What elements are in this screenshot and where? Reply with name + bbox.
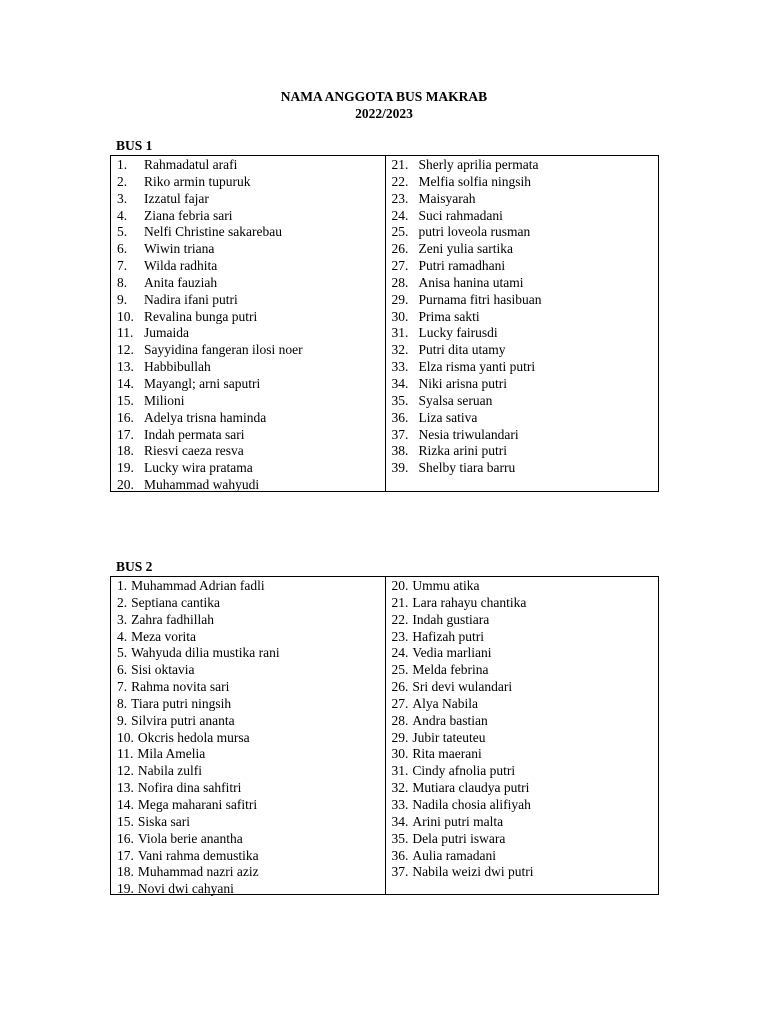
bus-2-left-column	[111, 577, 385, 897]
list-item	[111, 578, 385, 595]
list-item-number: 18.	[117, 864, 134, 880]
list-item-name: Mila Amelia	[137, 746, 206, 762]
list-item-number: 17.	[117, 847, 134, 863]
list-item-number: 6.	[117, 662, 128, 678]
list-item-name: Prima sakti	[418, 308, 480, 324]
list-item-name: Anita fauziah	[144, 274, 218, 290]
list-item	[386, 763, 659, 780]
list-item-name: Wahyuda dilia mustika rani	[131, 645, 280, 661]
list-item-name: Putri dita utamy	[418, 342, 506, 358]
list-item-number: 15.	[117, 813, 134, 829]
list-item-name: Revalina bunga putri	[144, 308, 258, 324]
list-item	[386, 393, 659, 410]
list-item	[111, 629, 385, 646]
list-item	[386, 595, 659, 612]
list-item	[386, 157, 659, 174]
list-item-number: 35.	[391, 830, 409, 846]
list-item	[111, 427, 385, 444]
list-item-name: Riesvi caeza resva	[144, 443, 244, 459]
list-item	[386, 848, 659, 865]
list-item-name: Rahma novita sari	[131, 679, 230, 695]
list-item-number: 25.	[391, 224, 409, 240]
list-item	[111, 763, 385, 780]
list-item-number: 11.	[117, 325, 134, 341]
list-item-number: 6.	[117, 241, 128, 257]
list-item	[111, 460, 385, 477]
list-item-number: 3.	[117, 190, 128, 206]
list-item	[386, 814, 659, 831]
list-item-name: Cindy afnolia putri	[412, 763, 516, 779]
list-item-name: Meza vorita	[131, 628, 196, 644]
list-item	[111, 443, 385, 460]
list-item	[386, 831, 659, 848]
list-item-number: 28.	[391, 274, 409, 290]
list-item	[111, 191, 385, 208]
list-item-number: 1.	[117, 578, 128, 593]
list-item	[386, 342, 659, 359]
list-item-number: 2.	[117, 594, 128, 610]
bus-1-label: BUS 1	[116, 138, 153, 153]
list-item	[386, 780, 659, 797]
list-item-number: 32.	[391, 780, 409, 796]
list-item	[111, 814, 385, 831]
list-item	[386, 241, 659, 258]
list-item-name: Liza sativa	[418, 409, 478, 425]
list-item	[386, 275, 659, 292]
list-item-number: 14.	[117, 796, 134, 812]
list-item-number: 24.	[391, 207, 409, 223]
list-item-number: 25.	[391, 662, 409, 678]
list-item	[386, 578, 659, 595]
list-item	[111, 662, 385, 679]
list-item-name: Nelfi Christine sakarebau	[144, 224, 282, 240]
list-item-name: Putri ramadhani	[418, 258, 506, 274]
list-item-name: Indah gustiara	[412, 611, 490, 627]
list-item	[386, 376, 659, 393]
list-item-name: Wiwin triana	[144, 241, 215, 257]
list-item-name: Mayangl; arni saputri	[144, 375, 261, 391]
list-item-number: 27.	[391, 695, 409, 711]
list-item	[386, 679, 659, 696]
list-item	[111, 376, 385, 393]
list-item-number: 29.	[391, 291, 409, 307]
list-item	[386, 746, 659, 763]
list-item-number: 39.	[391, 460, 409, 476]
list-item-number: 14.	[117, 375, 134, 391]
list-item-name: Habbibullah	[144, 359, 211, 375]
bus-2-label: BUS 2	[116, 559, 153, 574]
list-item	[111, 258, 385, 275]
list-item	[111, 241, 385, 258]
list-item-name: Hafizah putri	[412, 628, 484, 644]
list-item	[386, 325, 659, 342]
list-item-number: 1.	[117, 157, 128, 172]
list-item	[386, 612, 659, 629]
list-item-number: 18.	[117, 443, 134, 459]
list-item-number: 19.	[117, 460, 134, 476]
list-item	[111, 713, 385, 730]
list-item-name: Sri devi wulandari	[412, 679, 513, 695]
list-item	[111, 612, 385, 629]
list-item-name: Indah permata sari	[144, 426, 245, 442]
list-item	[111, 309, 385, 326]
bus-1-right-column	[385, 156, 659, 491]
list-item-name: Maisyarah	[418, 190, 476, 206]
list-item-number: 16.	[117, 830, 134, 846]
list-item-name: Muhammad Adrian fadli	[131, 578, 265, 593]
list-item	[386, 174, 659, 191]
list-item-number: 22.	[391, 611, 409, 627]
list-item	[111, 780, 385, 797]
list-item-number: 23.	[391, 628, 409, 644]
list-item-number: 30.	[391, 746, 409, 762]
list-item-name: Siska sari	[137, 813, 190, 829]
list-item	[386, 864, 659, 881]
list-item-name: Arini putri malta	[412, 813, 504, 829]
list-item	[111, 679, 385, 696]
list-item	[111, 645, 385, 662]
list-item-name: Sisi oktavia	[131, 662, 195, 678]
list-item-name: Nesia triwulandari	[418, 426, 519, 442]
list-item-number: 33.	[391, 796, 409, 812]
list-item-number: 5.	[117, 224, 128, 240]
list-item	[111, 157, 385, 174]
list-item-name: Dela putri iswara	[412, 830, 506, 846]
list-item-number: 19.	[117, 881, 134, 897]
list-item-number: 10.	[117, 729, 134, 745]
list-item-number: 7.	[117, 258, 128, 274]
list-item-name: Milioni	[144, 392, 185, 408]
list-item	[386, 443, 659, 460]
list-item	[111, 292, 385, 309]
list-item-name: Shelby tiara barru	[418, 460, 516, 476]
list-item-number: 13.	[117, 780, 134, 796]
list-item-name: Ummu atika	[412, 578, 480, 593]
list-item-name: Purnama fitri hasibuan	[418, 291, 542, 307]
list-item-name: Niki arisna putri	[418, 375, 507, 391]
list-item	[386, 191, 659, 208]
list-item-name: Riko armin tupuruk	[144, 173, 251, 189]
list-item-number: 23.	[391, 190, 409, 206]
list-item-name: Okcris hedola mursa	[137, 729, 250, 745]
list-item-name: Nadila chosia alifiyah	[412, 796, 531, 812]
list-item-number: 24.	[391, 645, 409, 661]
list-item-name: Andra bastian	[412, 712, 488, 728]
document-title: NAMA ANGGOTA BUS MAKRAB	[280, 89, 488, 104]
list-item-number: 33.	[391, 359, 409, 375]
list-item-name: Lucky fairusdi	[418, 325, 498, 341]
list-item-name: Septiana cantika	[131, 594, 220, 610]
list-item-name: Jumaida	[144, 325, 189, 341]
list-item-number: 27.	[391, 258, 409, 274]
bus-1-table	[110, 155, 659, 492]
list-item-number: 35.	[391, 392, 409, 408]
list-item-number: 21.	[391, 594, 409, 610]
list-item-name: Zeni yulia sartika	[418, 241, 513, 257]
list-item-name: Nabila zulfi	[137, 763, 202, 779]
list-item-name: Tiara putri ningsih	[131, 695, 232, 711]
document-year: 2022/2023	[355, 106, 413, 121]
list-item-name: Nadira ifani putri	[144, 291, 238, 307]
list-item-name: Suci rahmadani	[418, 207, 503, 223]
list-item-number: 20.	[117, 477, 134, 493]
list-item-name: Rahmadatul arafi	[144, 157, 238, 172]
list-item	[111, 342, 385, 359]
list-item-number: 34.	[391, 813, 409, 829]
list-item-name: Nabila weizi dwi putri	[412, 864, 534, 880]
list-item-number: 9.	[117, 712, 128, 728]
list-item-name: Wilda radhita	[144, 258, 218, 274]
list-item	[111, 359, 385, 376]
list-item-number: 15.	[117, 392, 134, 408]
list-item-number: 34.	[391, 375, 409, 391]
bus-1-left-column	[111, 156, 385, 491]
list-item-name: Izzatul fajar	[144, 190, 209, 206]
list-item-number: 20.	[391, 578, 409, 593]
list-item	[111, 595, 385, 612]
list-item-name: Jubir tateuteu	[412, 729, 486, 745]
list-item	[386, 410, 659, 427]
bus-2-right-column	[385, 577, 659, 894]
list-item-name: Lara rahayu chantika	[412, 594, 527, 610]
list-item-name: Alya Nabila	[412, 695, 478, 711]
list-item	[111, 696, 385, 713]
list-item-name: putri loveola rusman	[418, 224, 531, 240]
list-item	[386, 208, 659, 225]
list-item-name: Anisa hanina utami	[418, 274, 524, 290]
list-item	[111, 208, 385, 225]
list-item-number: 12.	[117, 342, 134, 358]
list-item	[111, 881, 385, 898]
list-item-number: 17.	[117, 426, 134, 442]
list-item-number: 37.	[391, 426, 409, 442]
list-item-number: 36.	[391, 409, 409, 425]
list-item	[111, 477, 385, 494]
list-item	[386, 713, 659, 730]
list-item	[111, 831, 385, 848]
list-item-number: 4.	[117, 207, 128, 223]
list-item-name: Elza risma yanti putri	[418, 359, 536, 375]
list-item-name: Novi dwi cahyani	[137, 881, 234, 897]
list-item-name: Sherly aprilia permata	[418, 157, 539, 172]
list-item	[386, 359, 659, 376]
list-item	[386, 696, 659, 713]
list-item-number: 29.	[391, 729, 409, 745]
list-item-name: Rita maerani	[412, 746, 482, 762]
list-item-number: 31.	[391, 763, 409, 779]
list-item-number: 7.	[117, 679, 128, 695]
list-item	[111, 224, 385, 241]
list-item-number: 8.	[117, 695, 128, 711]
list-item	[111, 848, 385, 865]
list-item	[386, 427, 659, 444]
list-item-number: 28.	[391, 712, 409, 728]
list-item-name: Muhammad nazri aziz	[137, 864, 259, 880]
list-item-number: 26.	[391, 241, 409, 257]
list-item-number: 11.	[117, 746, 134, 762]
list-item-number: 4.	[117, 628, 128, 644]
bus-2-table	[110, 576, 659, 895]
list-item-name: Aulia ramadani	[412, 847, 496, 863]
list-item	[111, 730, 385, 747]
list-item-number: 22.	[391, 173, 409, 189]
list-item-number: 3.	[117, 611, 128, 627]
list-item-number: 16.	[117, 409, 134, 425]
list-item	[386, 292, 659, 309]
list-item	[111, 275, 385, 292]
list-item-number: 32.	[391, 342, 409, 358]
list-item	[111, 797, 385, 814]
list-item	[386, 258, 659, 275]
list-item-number: 36.	[391, 847, 409, 863]
list-item	[386, 662, 659, 679]
list-item-number: 30.	[391, 308, 409, 324]
list-item	[111, 174, 385, 191]
list-item	[386, 797, 659, 814]
list-item	[386, 460, 659, 477]
list-item	[111, 746, 385, 763]
list-item-number: 26.	[391, 679, 409, 695]
list-item-name: Lucky wira pratama	[144, 460, 253, 476]
list-item	[111, 393, 385, 410]
list-item-number: 37.	[391, 864, 409, 880]
list-item-name: Muhammad wahyudi	[144, 477, 260, 493]
list-item	[386, 730, 659, 747]
list-item-name: Nofira dina sahfitri	[137, 780, 242, 796]
list-item-name: Mega maharani safitri	[137, 796, 258, 812]
list-item-name: Vani rahma demustika	[137, 847, 259, 863]
list-item	[111, 864, 385, 881]
list-item-name: Viola berie anantha	[137, 830, 243, 846]
list-item-name: Vedia marliani	[412, 645, 492, 661]
list-item	[386, 645, 659, 662]
list-item-name: Adelya trisna haminda	[144, 409, 267, 425]
list-item	[386, 309, 659, 326]
list-item-name: Mutiara claudya putri	[412, 780, 530, 796]
list-item-number: 13.	[117, 359, 134, 375]
list-item-number: 12.	[117, 763, 134, 779]
list-item-number: 8.	[117, 274, 128, 290]
list-item	[111, 325, 385, 342]
list-item-name: Melfia solfia ningsih	[418, 173, 531, 189]
list-item	[111, 410, 385, 427]
list-item-name: Syalsa seruan	[418, 392, 493, 408]
list-item	[386, 629, 659, 646]
list-item-name: Silvira putri ananta	[131, 712, 235, 728]
list-item-name: Rizka arini putri	[418, 443, 507, 459]
list-item-number: 5.	[117, 645, 128, 661]
list-item-number: 21.	[391, 157, 409, 172]
list-item-number: 38.	[391, 443, 409, 459]
list-item-name: Sayyidina fangeran ilosi noer	[144, 342, 303, 358]
list-item-number: 2.	[117, 173, 128, 189]
list-item-name: Ziana febria sari	[144, 207, 233, 223]
list-item-name: Zahra fadhillah	[131, 611, 214, 627]
list-item-number: 10.	[117, 308, 134, 324]
list-item	[386, 224, 659, 241]
list-item-number: 31.	[391, 325, 409, 341]
list-item-name: Melda febrina	[412, 662, 489, 678]
list-item-number: 9.	[117, 291, 128, 307]
